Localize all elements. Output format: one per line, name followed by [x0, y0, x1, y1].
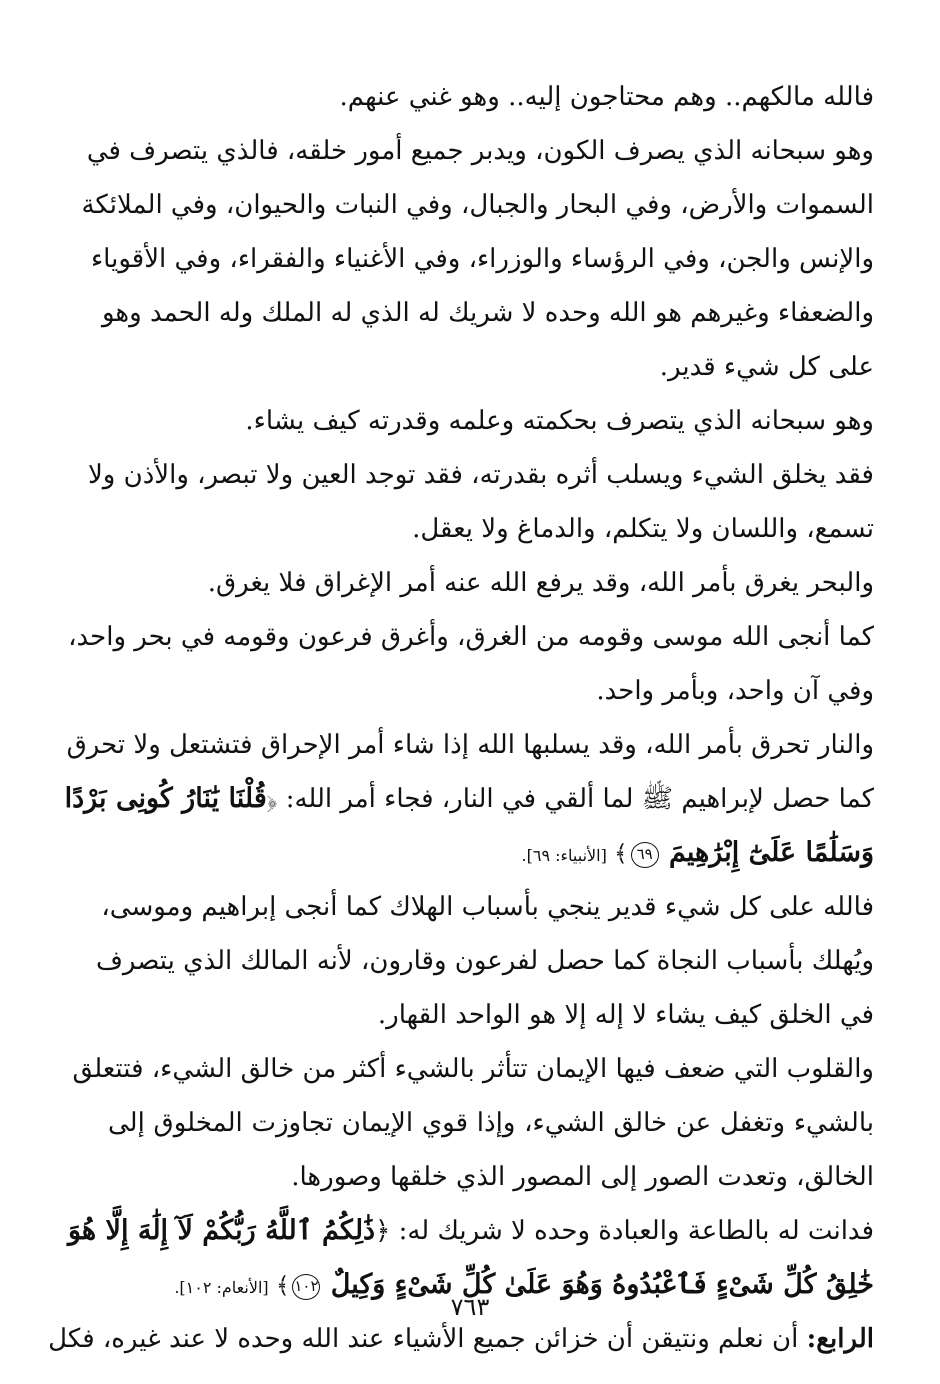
text-line: وهو سبحانه الذي يصرف الكون، ويدبر جميع أمور خلقه، فالذي يتصرف في — [86, 136, 874, 166]
text-line: والنار تحرق بأمر الله، وقد يسلبها الله إذا شاء أمر الإحراق فتشتعل ولا تحرق — [66, 730, 874, 760]
quran-verse: قُلْنَا يَٰنَارُ كُونِى بَرْدًا — [64, 783, 267, 814]
ayah-number-marker: ٦٩ — [631, 842, 659, 868]
text-line-with-verse — [67, 1204, 874, 1258]
quran-verse: ذَٰلِكُمُ ٱللَّهُ رَبُّكُمْ لَآ إِلَٰهَ إِلَّا هُوَ — [67, 1215, 376, 1246]
ayah-number-marker: ١٠٢ — [292, 1274, 320, 1300]
text-line: كما أنجى الله موسى وقومه من الغرق، وأغرق فرعون وقومه في بحر واحد، — [68, 622, 874, 652]
text-line-with-verse — [64, 772, 874, 826]
text-segment: أن نعلم ونتيقن أن خزائن جميع الأشياء عند الله وحده لا عند غيره، فكل — [48, 1324, 799, 1354]
text-line: على كل شيء قدير. — [659, 352, 874, 382]
page-number: ٧٦٣ — [450, 1293, 490, 1321]
text-line: فالله مالكهم.. وهم محتاجون إليه.. وهو غني عنهم. — [339, 82, 874, 112]
verse-close-bracket: ﴾ — [275, 1273, 290, 1299]
text-line: والقلوب التي ضعف فيها الإيمان تتأثر بالشيء أكثر من خالق الشيء، فتتعلق — [72, 1054, 874, 1084]
text-line: والبحر يغرق بأمر الله، وقد يرفع الله عنه أمر الإغراق فلا يغرق. — [207, 568, 874, 598]
section-heading: الرابع: — [806, 1324, 874, 1354]
text-line-with-verse — [108, 826, 874, 880]
text-segment: كما حصل لإبراهيم ﷺ لما ألقي في النار، فجاء أمر الله: ﴿ — [266, 784, 874, 814]
text-line: بالشيء وتغفل عن خالق الشيء، وإذا قوي الإيمان تجاوزت المخلوق إلى — [108, 1108, 874, 1138]
text-line: في الخلق كيف يشاء لا إله إلا هو الواحد القهار. — [377, 1000, 874, 1030]
text-segment: فدانت له بالطاعة والعبادة وحده لا شريك له: ﴿ — [375, 1216, 874, 1246]
text-line: تسمع، واللسان ولا يتكلم، والدماغ ولا يعقل. — [412, 514, 874, 544]
text-line: وهو سبحانه الذي يتصرف بحكمته وعلمه وقدرته كيف يشاء. — [245, 406, 874, 436]
quran-verse: وَسَلَٰمًا عَلَىٰٓ إِبْرَٰهِيمَ — [668, 837, 874, 868]
quran-verse: خَٰلِقُ كُلِّ شَىْءٍ فَٱعْبُدُوهُ وَهُوَ عَلَىٰ كُلِّ شَىْءٍ وَكِيلٌ — [330, 1269, 874, 1300]
text-line: فقد يخلق الشيء ويسلب أثره بقدرته، فقد توجد العين ولا تبصر، والأذن ولا — [87, 460, 874, 490]
page-body — [48, 70, 874, 1366]
verse-reference: [الأنبياء: ٦٩]. — [521, 846, 607, 865]
text-line: وفي آن واحد، وبأمر واحد. — [596, 676, 874, 706]
text-line: الخالق، وتعدت الصور إلى المصور الذي خلقها وصورها. — [291, 1162, 874, 1192]
text-line: السموات والأرض، وفي البحار والجبال، وفي النبات والحيوان، وفي الملائكة — [81, 190, 874, 220]
text-line: ويُهلك بأسباب النجاة كما حصل لفرعون وقارون، لأنه المالك الذي يتصرف — [95, 946, 874, 976]
verse-reference: [الأنعام: ١٠٢]. — [174, 1278, 269, 1297]
verse-close-bracket: ﴾ — [614, 841, 628, 867]
text-line: والإنس والجن، وفي الرؤساء والوزراء، وفي الأغنياء والفقراء، وفي الأقوياء — [90, 244, 874, 274]
text-line: فالله على كل شيء قدير ينجي بأسباب الهلاك كما أنجى إبراهيم وموسى، — [101, 892, 874, 922]
text-line: والضعفاء وغيرهم هو الله وحده لا شريك له الذي له الملك وله الحمد وهو — [101, 298, 874, 328]
